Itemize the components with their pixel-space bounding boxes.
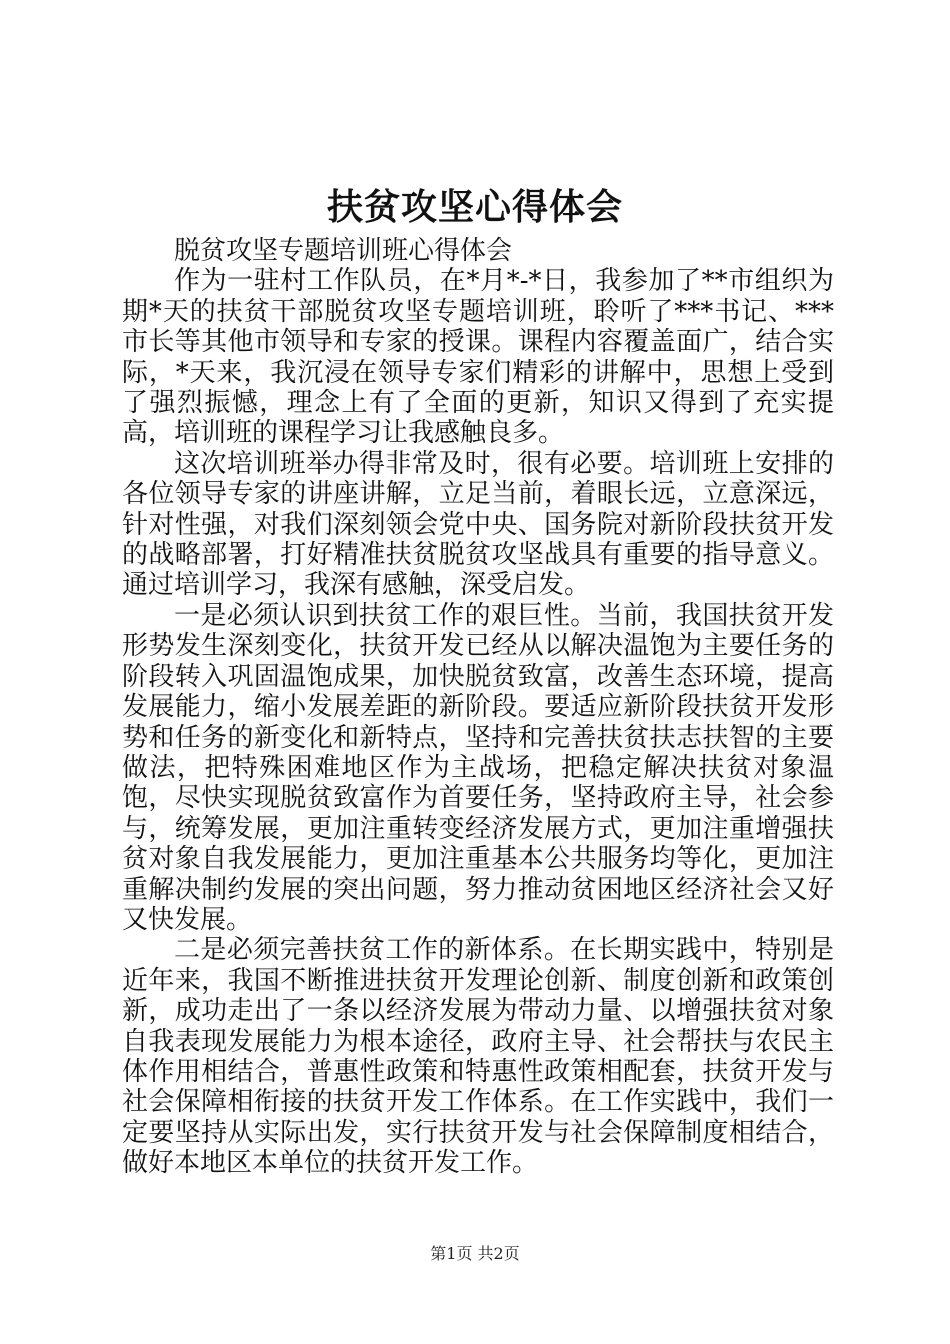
body-paragraph: 作为一驻村工作队员，在*月*-*日，我参加了**市组织为期*天的扶贫干部脱贫攻坚专题培训班，聆听了***书记、***市长等其他市领导和专家的授课。课程内容覆盖面广，结合实际，*天来，我沉浸在领导专家们精彩的讲解中，思想上受到了强烈振憾，理念上有了全面的更新，知识又得到了充实提高，培训班的课程学习让我感触良多。: [122, 266, 834, 449]
subtitle-paragraph: 脱贫攻坚专题培训班心得体会: [174, 236, 513, 266]
body-paragraph: 这次培训班举办得非常及时，很有必要。培训班上安排的各位领导专家的讲座讲解，立足当前，着眼长远，立意深远，针对性强，对我们深刻领会党中央、国务院对新阶段扶贫开发的战略部署，打好精准扶贫脱贫攻坚战具有重要的指导意义。通过培训学习，我深有感触，深受启发。: [122, 448, 834, 601]
document-body: [122, 236, 834, 1179]
body-paragraph: 二是必须完善扶贫工作的新体系。在长期实践中，特别是近年来，我国不断推进扶贫开发理论创新、制度创新和政策创新，成功走出了一条以经济发展为带动力量、以增强扶贫对象自我表现发展能力为根本途径，政府主导、社会帮扶与农民主体作用相结合，普惠性政策和特惠性政策相配套，扶贫开发与社会保障相衔接的扶贫开发工作体系。在工作实践中，我们一定要坚持从实际出发，实行扶贫开发与社会保障制度相结合，做好本地区本单位的扶贫开发工作。: [122, 935, 834, 1179]
document-title: 扶贫攻坚心得体会: [326, 187, 623, 228]
page-number-footer: 第1页 共2页: [430, 1244, 520, 1263]
body-paragraph: 一是必须认识到扶贫工作的艰巨性。当前，我国扶贫开发形势发生深刻变化，扶贫开发已经从以解决温饱为主要任务的阶段转入巩固温饱成果，加快脱贫致富，改善生态环境，提高发展能力，缩小发展差距的新阶段。要适应新阶段扶贫开发形势和任务的新变化和新特点，坚持和完善扶贫扶志扶智的主要做法，把特殊困难地区作为主战场，把稳定解决扶贫对象温饱，尽快实现脱贫致富作为首要任务，坚持政府主导，社会参与，统筹发展，更加注重转变经济发展方式，更加注重增强扶贫对象自我发展能力，更加注重基本公共服务均等化，更加注重解决制约发展的突出问题，努力推动贫困地区经济社会又好又快发展。: [122, 600, 834, 935]
